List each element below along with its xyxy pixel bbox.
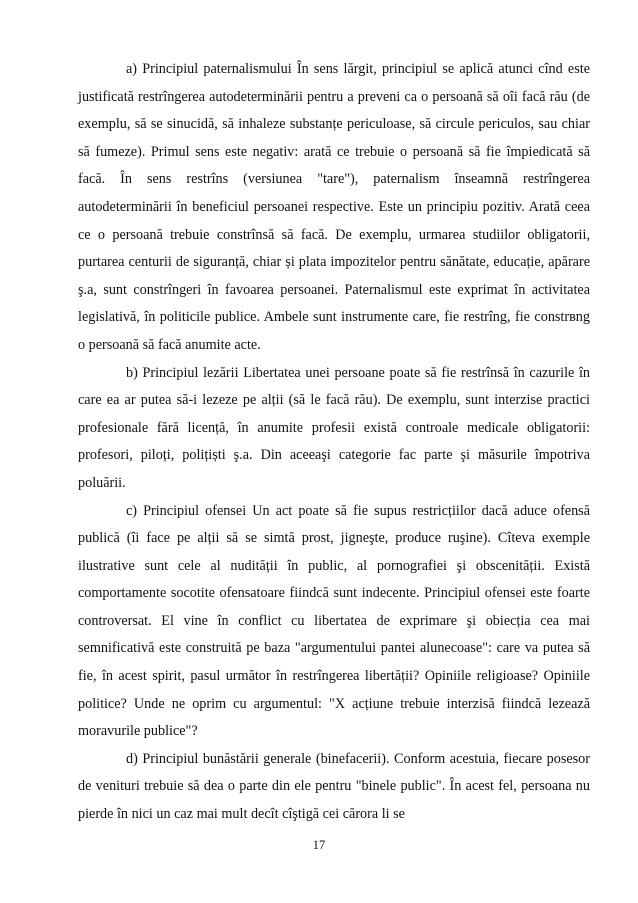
paragraph-harm-principle: b) Principiul lezării Libertatea unei persoane poate să fie restrînsă în cazurile în care ea ar putea să-i lezeze pe alții (să le facă rău). De exemplu, sunt interzise practici profesionale fără licență, în anumite profesii există controale medicale obligatorii: profesori, piloți, polițiști ş.a. Din aceeaşi categorie fac parte şi măsurile împotriva poluării. xyxy=(78,364,590,491)
document-body xyxy=(78,56,590,829)
paragraph-offense-principle: c) Principiul ofensei Un act poate să fie supus restricțiilor dacă aduce ofensă publică (îi face pe alții să se simtă prost, jigneşte, produce ruşine). Cîteva exemple ilustrative sunt cele al nudității în public, al pornografiei şi obscenității. Există comportamente socotite ofensatoare fiindcă sunt indecente. Principiul ofensei este foarte controversat. El vine în conflict cu libertatea de exprimare şi obiecția cea mai semnificativă este construită pe baza "argumentului pantei alunecoase": care va putea să fie, în acest spirit, pasul următor în restrîngerea libertății? Opiniile religioase? Opiniile politice? Unde ne oprim cu argumentul: "X acțiune trebuie interzisă fiindcă lezează moravurile publice"? xyxy=(78,502,590,740)
paragraph-paternalism: a) Principiul paternalismului În sens lărgit, principiul se aplică atunci cînd este justificată restrîngerea autodeterminării pentru a preveni ca o persoană să oîi facă rău (de exemplu, să se sinucidă, să inhaleze substanțe periculoase, să circule periculos, sau chiar să fumeze). Primul sens este negativ: arată ce trebuie o persoană să fie împiedicată să facă. În sens restrîns (versiunea "tare"), paternalism înseamnă restrîngerea autodeterminării în beneficiul persoanei respective. Este un principiu pozitiv. Arată ceea ce o persoană trebuie constrînsă să facă. De exemplu, urmarea studiilor obligatorii, purtarea centurii de siguranță, chiar și plata impozitelor pentru sănătate, educație, apărare ş.a, sunt constrîngeri în favoarea persoanei. Paternalismul este exprimat în activitatea legislativă, în politicile publice. Ambele sunt instrumente care, fie restrîng, fie constrвng o persoană să facă anumite acte. xyxy=(78,61,590,353)
page-number: 17 xyxy=(312,838,326,852)
paragraph-general-welfare: d) Principiul bunăstării generale (binefacerii). Conform acestuia, fiecare posesor de venituri trebuie să dea o parte din ele pentru "binele public". În acest fel, persoana nu pierde în nici un caz mai mult decît cîştigă cei cărora li se xyxy=(78,750,590,823)
